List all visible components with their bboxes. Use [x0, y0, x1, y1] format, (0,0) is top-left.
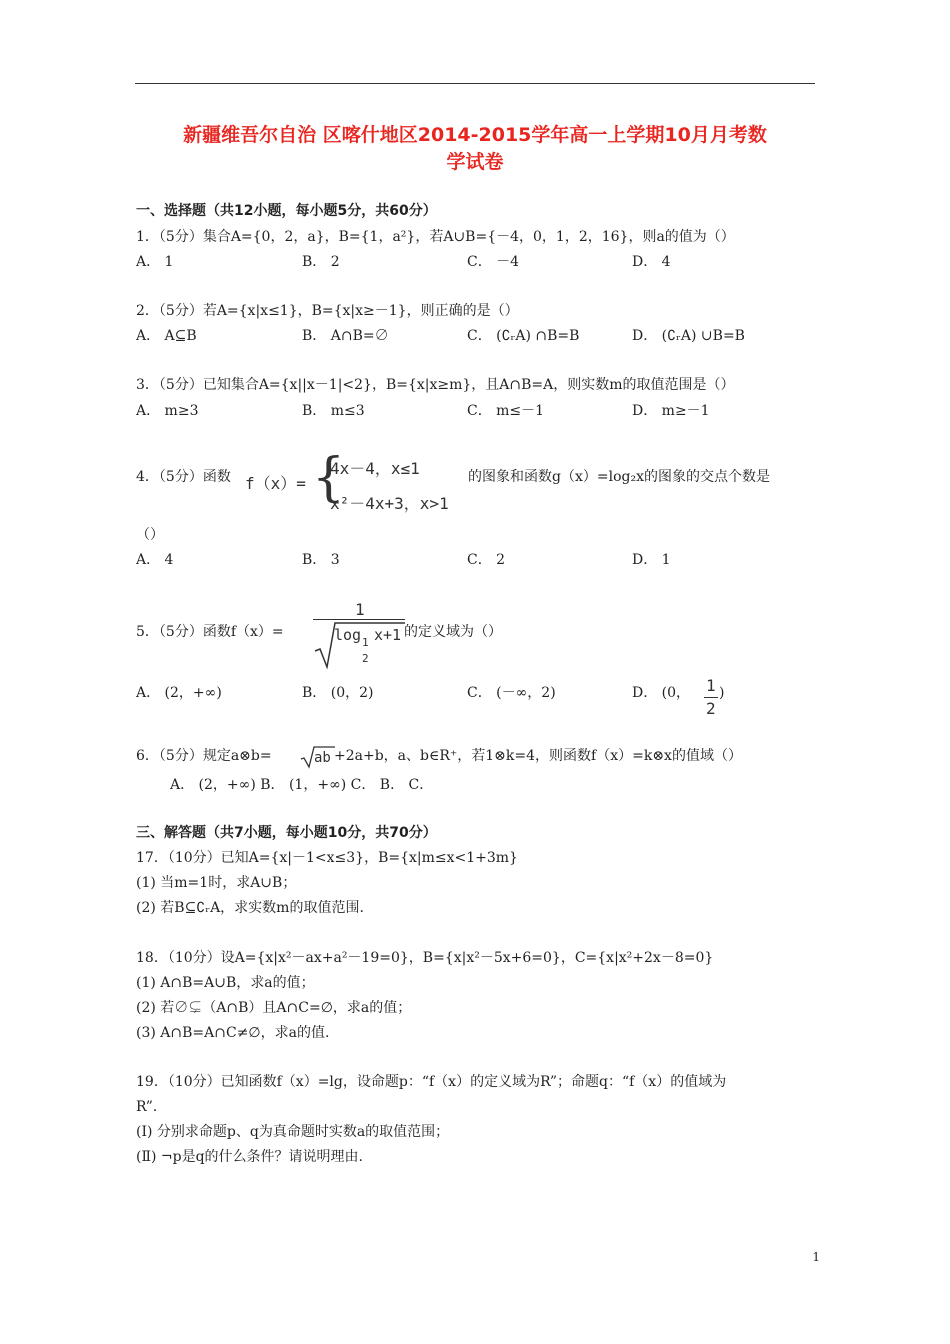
q4-option-b: B． 3 [302, 552, 340, 568]
q4-option-c: C． 2 [467, 552, 506, 568]
title-line-2: 学试卷 [446, 151, 504, 173]
q1-option-b: B． 2 [302, 254, 340, 270]
q19-part-1: (Ⅰ) 分别求命题p、q为真命题时实数a的取值范围； [136, 1124, 450, 1140]
q18-part-2: (2) 若∅⊊（A∩B）且A∩C=∅，求a的值； [136, 1000, 412, 1016]
q5-log-base-num: 1 [362, 636, 369, 649]
q1-option-c: C． －4 [467, 254, 520, 270]
question-4-suffix: 的图象和函数g（x）=log₂x的图象的交点个数是 [468, 469, 770, 485]
q5-option-d: D． (0， [632, 685, 691, 701]
q2-option-d: D． (∁ᵣA) ∪B=B [632, 328, 745, 344]
q4-option-a: A． 4 [136, 552, 174, 568]
question-1-stem: 1．（5分）集合A={0，2，a}，B={1，a²}，若A∪B={－4，0，1，2，16}，则a的值为（） [136, 229, 735, 245]
question-4-paren: （） [136, 527, 164, 543]
q5-log-text: log [334, 626, 362, 644]
q17-part-1: (1) 当m=1时，求A∪B； [136, 875, 297, 891]
section-heading-choice: 一、选择题（共12小题，每小题5分，共60分） [136, 203, 437, 219]
q5-option-d-den: 2 [706, 699, 716, 718]
header-rule [135, 83, 815, 84]
page-number: 1 [812, 1250, 820, 1264]
section-heading-answer: 三、解答题（共7小题，每小题10分，共70分） [136, 825, 437, 841]
q4-option-d: D． 1 [632, 552, 671, 568]
q5-option-c: C． (－∞，2) [467, 685, 556, 701]
q17-part-2: (2) 若B⊆∁ᵣA，求实数m的取值范围. [136, 900, 364, 916]
q1-option-d: D． 4 [632, 254, 671, 270]
q19-part-2: (Ⅱ) ¬p是q的什么条件？请说明理由. [136, 1149, 363, 1165]
q4-piecewise-brace: { [312, 448, 346, 508]
question-6-prefix: 6．（5分）规定a⊗b= [136, 748, 272, 764]
q5-fraction-bar [313, 619, 405, 620]
q3-option-c: C． m≤－1 [467, 403, 545, 419]
question-2-stem: 2．（5分）若A={x|x≤1}，B={x|x≥－1}，则正确的是（） [136, 303, 519, 319]
q18-part-1: (1) A∩B=A∪B，求a的值； [136, 975, 315, 991]
q5-option-d-bar [704, 697, 718, 698]
q5-option-d-num: 1 [706, 676, 716, 695]
q2-option-b: B． A∩B=∅ [302, 328, 389, 344]
question-5-prefix: 5．（5分）函数f（x）= [136, 624, 284, 640]
document-title [135, 122, 815, 176]
q2-option-a: A． A⊆B [136, 328, 197, 344]
q4-case-2: x²－4x+3，x>1 [330, 494, 449, 513]
q5-log-arg: x+1 [374, 626, 402, 644]
q4-case-1: 4x－4，x≤1 [330, 459, 420, 478]
question-19-stem-cont: R”． [136, 1099, 167, 1115]
q18-part-3: (3) A∩B=A∩C≠∅，求a的值. [136, 1025, 330, 1041]
question-5-suffix: 的定义域为（） [404, 624, 502, 640]
q3-option-a: A． m≥3 [136, 403, 199, 419]
q5-option-b: B． (0，2) [302, 685, 374, 701]
question-18-stem: 18．（10分）设A={x|x²－ax+a²－19=0}，B={x|x²－5x+6=0}，C={x|x²+2x－8=0} [136, 950, 714, 966]
q3-option-b: B． m≤3 [302, 403, 365, 419]
question-4-prefix: 4．（5分）函数 [136, 469, 231, 485]
q4-function-name: f（x）= [245, 474, 306, 493]
question-17-stem: 17．（10分）已知A={x|－1<x≤3}，B={x|m≤x<1+3m} [136, 850, 518, 866]
question-6-suffix: +2a+b，a、b∈R⁺，若1⊗k=4，则函数f（x）=k⊗x的值域（） [334, 748, 742, 764]
q5-log-base-den: 2 [362, 652, 369, 665]
q2-option-c: C． (∁ᵣA) ∩B=B [467, 328, 580, 344]
question-3-stem: 3．（5分）已知集合A={x||x－1|<2}，B={x|x≥m}，且A∩B=A，则实数m的取值范围是（） [136, 377, 735, 393]
q5-option-a: A． (2，+∞) [136, 685, 222, 701]
q3-option-d: D． m≥－1 [632, 403, 710, 419]
question-19-stem: 19．（10分）已知函数f（x）=lg，设命题p：“f（x）的定义域为R”；命题q：“f（x）的值域为 [136, 1074, 727, 1090]
q6-radicand: ab [314, 750, 331, 766]
title-line-1: 新疆维吾尔自治 区喀什地区2014-2015学年高一上学期10月月考数 [183, 124, 767, 146]
q6-options: A． (2，+∞) B． (1，+∞) C． B． C． [170, 777, 434, 793]
q5-option-d-close: ) [719, 685, 725, 701]
q5-fraction-numerator: 1 [355, 600, 365, 619]
q1-option-a: A． 1 [136, 254, 174, 270]
